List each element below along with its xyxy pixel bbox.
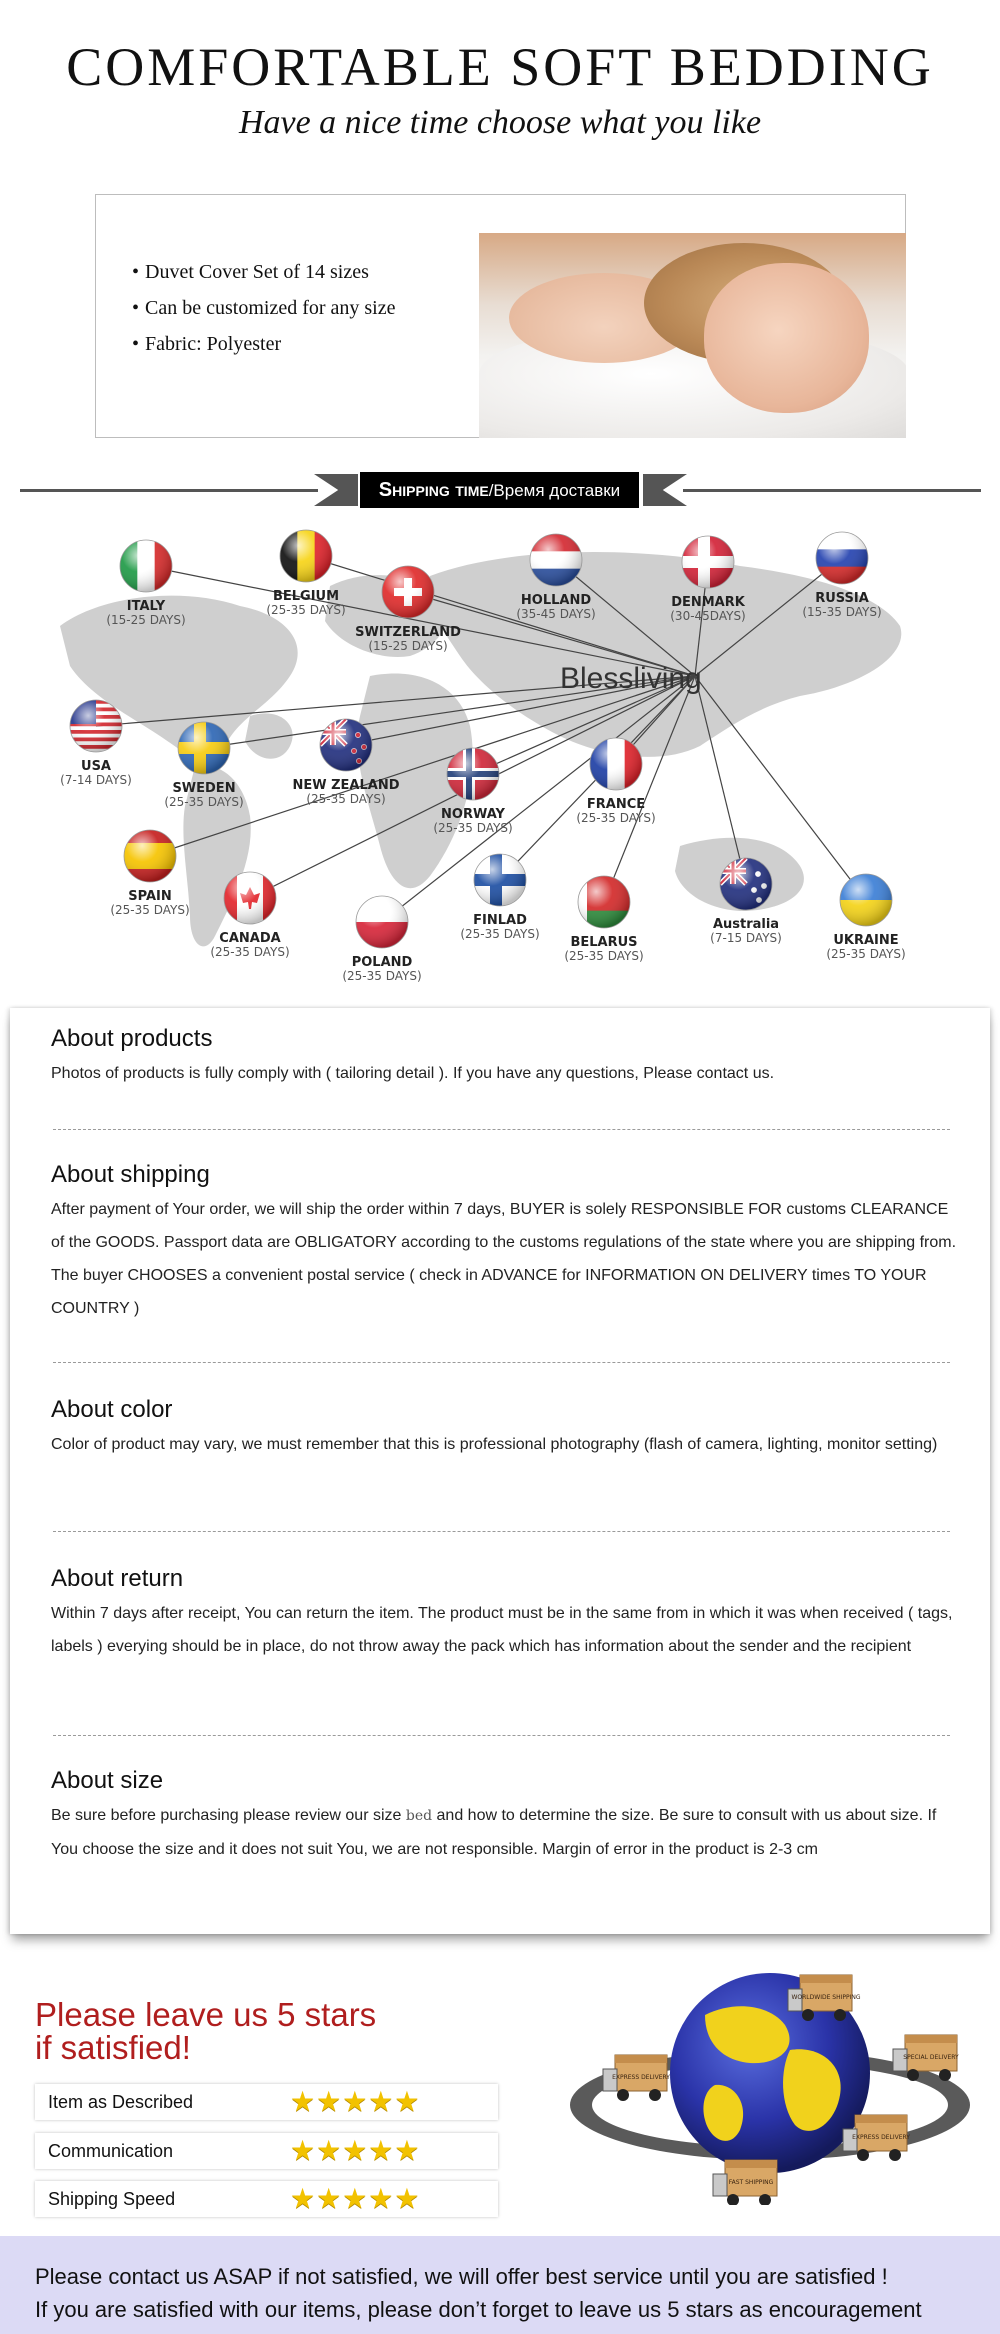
delivery-days: (25-35 DAYS) xyxy=(433,821,513,835)
flag-poland xyxy=(342,896,421,983)
country-name: BELARUS xyxy=(570,935,638,950)
rating-row-shipping-speed xyxy=(35,2181,498,2217)
globe-delivery-illustration xyxy=(555,1955,975,2205)
store-policy-card xyxy=(10,1008,990,1934)
delivery-days: (25-35 DAYS) xyxy=(826,947,906,961)
satisfaction-line: Please contact us ASAP if not satisfied, we will offer best service until you are satisfied ! xyxy=(35,2264,888,2289)
flag-belarus xyxy=(564,876,643,963)
delivery-days: (25-35 DAYS) xyxy=(564,949,644,963)
flag-usa xyxy=(60,700,132,787)
section-divider xyxy=(53,1129,950,1130)
flag-spain xyxy=(110,830,189,917)
country-name: DENMARK xyxy=(671,595,745,610)
section-text: After payment of Your order, we will ship the order within 7 days, BUYER is solely RESPONSIBLE FOR customs CLEARANCE of the GOODS. Passport data are OBLIGATORY according to the customs regulations of the state where you are shipping from. The buyer CHOOSES a convenient postal service ( check in ADVANCE for INFORMATION ON DELIVERY times TO YOUR COUNTRY ) xyxy=(51,1201,957,1317)
country-name: CANADA xyxy=(219,931,281,946)
feedback-title-line: if satisfied! xyxy=(35,2029,191,2066)
delivery-days: (25-35 DAYS) xyxy=(210,945,290,959)
country-name: SWEDEN xyxy=(172,781,236,796)
country-name: SPAIN xyxy=(128,889,172,904)
rating-label: Shipping Speed xyxy=(48,2189,176,2209)
rating-label: Item as Described xyxy=(48,2092,194,2112)
country-name: NORWAY xyxy=(441,807,505,822)
section-title: About size xyxy=(51,1767,164,1794)
feature-list xyxy=(132,261,395,369)
country-name: FRANCE xyxy=(586,797,646,812)
brand-name: Blessliving xyxy=(560,662,702,695)
delivery-days: (25-35 DAYS) xyxy=(342,969,422,983)
section-title: About shipping xyxy=(51,1161,210,1188)
flag-russia xyxy=(802,532,881,619)
section-text xyxy=(51,1799,961,1866)
flag-finland xyxy=(460,854,539,941)
flag-ukraine xyxy=(826,874,905,961)
feature-item: • Fabric: Polyester xyxy=(132,333,395,369)
rating-label: Communication xyxy=(48,2141,174,2161)
delivery-days: (25-35 DAYS) xyxy=(576,811,656,825)
shipping-time-label-ru: /Время доставки xyxy=(488,481,621,500)
feature-item: • Can be customized for any size xyxy=(132,297,395,333)
country-name: Australia xyxy=(712,917,780,932)
banner-arrow-left xyxy=(314,474,358,506)
flag-belgium xyxy=(266,530,345,617)
rating-row-item-described xyxy=(35,2084,498,2120)
country-name: POLAND xyxy=(351,955,413,970)
about-products-section xyxy=(51,1025,961,1090)
section-title: About products xyxy=(51,1025,213,1052)
shipping-time-banner xyxy=(360,472,639,508)
country-name: FINLAD xyxy=(473,913,527,928)
country-name: RUSSIA xyxy=(815,591,869,606)
country-name: SWITZERLAND xyxy=(355,625,461,640)
section-title: About color xyxy=(51,1396,173,1423)
about-size-section xyxy=(51,1767,961,1866)
about-color-section xyxy=(51,1396,961,1461)
feature-item: • Duvet Cover Set of 14 sizes xyxy=(132,261,395,297)
box-label: SPECIAL DELIVERY xyxy=(903,2054,959,2061)
star-rating-icon: ★★★★★ xyxy=(290,2182,421,2215)
rating-row-communication xyxy=(35,2133,498,2169)
country-name: HOLLAND xyxy=(520,593,592,608)
delivery-days: (25-35 DAYS) xyxy=(266,603,346,617)
delivery-days: (25-35 DAYS) xyxy=(164,795,244,809)
star-rating-icon: ★★★★★ xyxy=(290,2134,421,2167)
delivery-days: (7-14 DAYS) xyxy=(60,773,132,787)
encouragement-line: If you are satisfied with our items, please don’t forget to leave us 5 stars as encouragement xyxy=(35,2297,922,2322)
delivery-days: (35-45 DAYS) xyxy=(516,607,596,621)
size-text-start: Be sure before purchasing please review our size xyxy=(51,1807,406,1824)
box-label: EXPRESS DELIVERY xyxy=(612,2074,670,2081)
country-name: BELGIUM xyxy=(272,589,340,604)
section-text: Within 7 days after receipt, You can return the item. The product must be in the same from in which it was when received ( tags, labels ) everying should be in place, do not throw away the pack which has information about the sender and the recipient xyxy=(51,1605,953,1655)
star-rating-icon: ★★★★★ xyxy=(290,2085,421,2118)
delivery-days: (15-35 DAYS) xyxy=(802,605,882,619)
country-name: UKRAINE xyxy=(833,933,899,948)
section-divider xyxy=(53,1362,950,1363)
section-text: Color of product may vary, we must remember that this is professional photography (flash of camera, lighting, monitor setting) xyxy=(51,1436,938,1453)
delivery-days: (25-35 DAYS) xyxy=(110,903,190,917)
delivery-days: (25-35 DAYS) xyxy=(460,927,540,941)
country-name: USA xyxy=(81,759,111,774)
delivery-days: (30-45DAYS) xyxy=(670,609,746,623)
feedback-title-line: Please leave us 5 stars xyxy=(35,1996,377,2033)
banner-arrow-right xyxy=(643,474,687,506)
about-shipping-section xyxy=(51,1161,961,1325)
country-name: ITALY xyxy=(126,599,166,614)
section-text: Photos of products is fully comply with ( tailoring detail ). If you have any questions, Please contact us. xyxy=(51,1065,775,1082)
banner-rule-left xyxy=(20,489,318,492)
page-subtitle: Have a nice time choose what you like xyxy=(238,104,762,141)
shipping-time-label: Shipping time xyxy=(378,479,489,501)
section-divider xyxy=(53,1735,950,1736)
shipping-world-map xyxy=(40,516,960,996)
sleeping-woman-photo xyxy=(479,233,906,438)
feature-box xyxy=(95,194,906,438)
delivery-days: (15-25 DAYS) xyxy=(368,639,448,653)
banner-rule-right xyxy=(683,489,981,492)
box-label: WORLDWIDE SHIPPING xyxy=(791,1994,861,2001)
section-divider xyxy=(53,1531,950,1532)
section-title: About return xyxy=(51,1565,184,1592)
size-text-end: and how to determine the size. Be sure to consult with us about size. If You choose the size and it does not suit You, we are not responsible. Margin of error in the product is 2-3 cm xyxy=(51,1807,937,1858)
country-name: NEW ZEALAND xyxy=(292,778,400,793)
flag-italy xyxy=(106,540,185,627)
box-label: FAST SHIPPING xyxy=(728,2179,774,2186)
delivery-days: (7-15 DAYS) xyxy=(710,931,782,945)
about-return-section xyxy=(51,1565,961,1663)
delivery-days: (15-25 DAYS) xyxy=(106,613,186,627)
page-title: COMFORTABLE SOFT BEDDING xyxy=(66,37,934,97)
box-label: EXPRESS DELIVERY xyxy=(852,2134,910,2141)
size-guide-word: bed xyxy=(405,1808,433,1824)
feedback-request-title xyxy=(35,1998,376,2064)
satisfaction-banner xyxy=(0,2236,1000,2334)
delivery-days: (25-35 DAYS) xyxy=(306,792,386,806)
delivery-truck-icon xyxy=(713,2160,777,2205)
